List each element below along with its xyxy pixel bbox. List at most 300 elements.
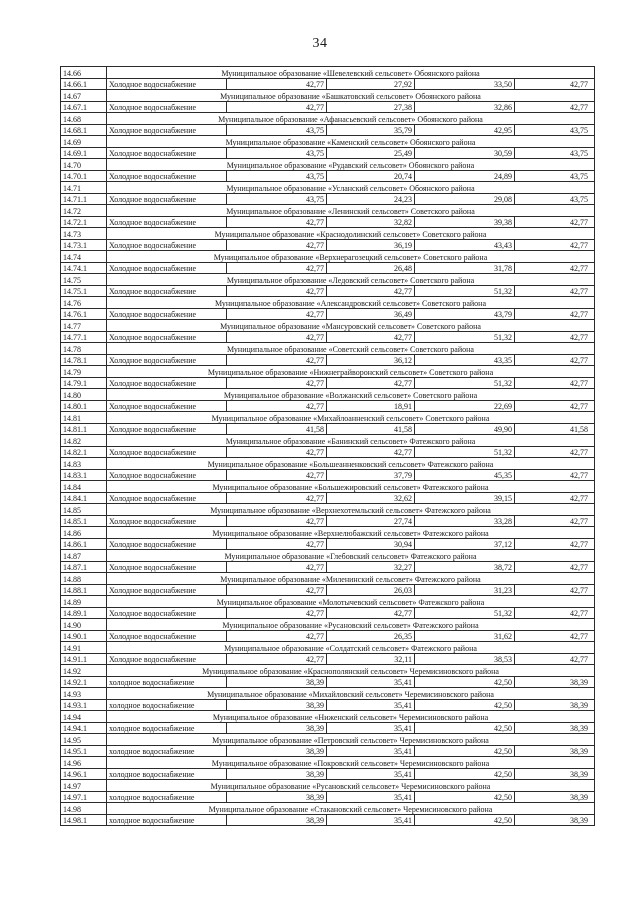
municipality-title: Муниципальное образование «Стакановский сельсовет» Черемисиновского района [107,803,595,815]
tariff-value-2: 27,92 [327,78,415,90]
tariff-value-4: 38,39 [515,814,595,826]
row-code: 14.90 [61,619,107,631]
row-code: 14.70 [61,159,107,171]
tariff-value-3: 43,43 [415,239,515,251]
tariff-value-4: 38,39 [515,699,595,711]
tariff-data-row [61,538,595,550]
service-name: Холодное водоснабжение [107,607,227,619]
tariff-value-4: 42,77 [515,630,595,642]
tariff-value-1: 41,58 [227,423,327,435]
tariff-value-1: 43,75 [227,147,327,159]
municipality-heading-row [61,182,595,194]
tariff-value-2: 32,82 [327,216,415,228]
municipality-title: Муниципальное образование «Александровский сельсовет» Советского района [107,297,595,309]
service-name: Холодное водоснабжение [107,377,227,389]
service-name: Холодное водоснабжение [107,170,227,182]
tariff-value-1: 42,77 [227,262,327,274]
tariff-value-4: 42,77 [515,216,595,228]
service-name: Холодное водоснабжение [107,147,227,159]
tariff-value-3: 51,32 [415,331,515,343]
tariff-value-3: 32,86 [415,101,515,113]
municipality-title: Муниципальное образование «Нижнеграйворонский сельсовет» Советского района [107,366,595,378]
tariff-value-4: 42,77 [515,308,595,320]
tariff-data-row [61,722,595,734]
tariff-table-body [61,67,595,826]
municipality-title: Муниципальное образование «Миленинский сельсовет» Фатежского района [107,573,595,585]
municipality-heading-row [61,251,595,263]
tariff-value-1: 42,77 [227,630,327,642]
row-code: 14.67 [61,90,107,102]
row-code: 14.75.1 [61,285,107,297]
service-name: холодное водоснабжение [107,791,227,803]
row-code: 14.74 [61,251,107,263]
tariff-data-row [61,78,595,90]
tariff-value-3: 38,72 [415,561,515,573]
municipality-heading-row [61,504,595,516]
row-code: 14.84 [61,481,107,493]
row-code: 14.76.1 [61,308,107,320]
municipality-heading-row [61,435,595,447]
tariff-data-row [61,446,595,458]
row-code: 14.72 [61,205,107,217]
municipality-title: Муниципальное образование «Русановский сельсовет» Черемисиновского района [107,780,595,792]
tariff-value-1: 42,77 [227,101,327,113]
municipality-title: Муниципальное образование «Верхнелюбажский сельсовет» Фатежского района [107,527,595,539]
tariff-value-1: 38,39 [227,676,327,688]
tariff-value-2: 42,77 [327,607,415,619]
tariff-value-2: 42,77 [327,331,415,343]
tariff-value-2: 35,41 [327,676,415,688]
municipality-heading-row [61,619,595,631]
tariff-value-2: 32,27 [327,561,415,573]
row-code: 14.88.1 [61,584,107,596]
row-code: 14.66.1 [61,78,107,90]
tariff-value-2: 35,41 [327,722,415,734]
tariff-value-3: 33,28 [415,515,515,527]
tariff-value-3: 39,15 [415,492,515,504]
municipality-heading-row [61,757,595,769]
service-name: Холодное водоснабжение [107,446,227,458]
tariff-value-2: 42,77 [327,446,415,458]
row-code: 14.78 [61,343,107,355]
row-code: 14.90.1 [61,630,107,642]
row-code: 14.73.1 [61,239,107,251]
tariff-value-3: 51,32 [415,285,515,297]
municipality-heading-row [61,159,595,171]
service-name: Холодное водоснабжение [107,630,227,642]
municipality-heading-row [61,596,595,608]
tariff-value-3: 30,59 [415,147,515,159]
service-name: холодное водоснабжение [107,722,227,734]
municipality-heading-row [61,550,595,562]
tariff-data-row [61,308,595,320]
municipality-title: Муниципальное образование «Ленинский сельсовет» Советского района [107,205,595,217]
tariff-value-4: 42,77 [515,239,595,251]
tariff-value-2: 37,79 [327,469,415,481]
tariff-value-4: 42,77 [515,101,595,113]
tariff-value-4: 43,75 [515,170,595,182]
tariff-value-2: 32,11 [327,653,415,665]
tariff-value-4: 42,77 [515,538,595,550]
municipality-heading-row [61,688,595,700]
tariff-value-3: 31,78 [415,262,515,274]
row-code: 14.93.1 [61,699,107,711]
tariff-value-1: 43,75 [227,124,327,136]
municipality-heading-row [61,642,595,654]
tariff-value-3: 37,12 [415,538,515,550]
tariff-value-4: 43,75 [515,193,595,205]
tariff-value-2: 25,49 [327,147,415,159]
row-code: 14.97.1 [61,791,107,803]
tariff-value-3: 42,50 [415,745,515,757]
tariff-value-1: 38,39 [227,722,327,734]
municipality-title: Муниципальное образование «Петровский сельсовет» Черемисиновского района [107,734,595,746]
tariff-value-2: 35,79 [327,124,415,136]
municipality-heading-row [61,412,595,424]
tariff-data-row [61,584,595,596]
tariff-data-row [61,400,595,412]
tariff-value-4: 43,75 [515,147,595,159]
tariff-value-3: 42,50 [415,768,515,780]
service-name: Холодное водоснабжение [107,78,227,90]
tariff-value-2: 26,03 [327,584,415,596]
row-code: 14.72.1 [61,216,107,228]
row-code: 14.80.1 [61,400,107,412]
municipality-title: Муниципальное образование «Афанасьевский сельсовет» Обоянского района [107,113,595,125]
service-name: Холодное водоснабжение [107,515,227,527]
row-code: 14.80 [61,389,107,401]
tariff-value-1: 38,39 [227,768,327,780]
service-name: холодное водоснабжение [107,768,227,780]
tariff-value-3: 51,32 [415,607,515,619]
municipality-title: Муниципальное образование «Усланский сельсовет» Обоянского района [107,182,595,194]
tariff-value-2: 30,94 [327,538,415,550]
tariff-value-4: 38,39 [515,745,595,757]
tariff-value-2: 35,41 [327,745,415,757]
tariff-value-1: 42,77 [227,331,327,343]
municipality-title: Муниципальное образование «Молотычевский сельсовет» Фатежского района [107,596,595,608]
tariff-value-4: 38,39 [515,676,595,688]
service-name: Холодное водоснабжение [107,124,227,136]
tariff-data-row [61,124,595,136]
tariff-value-4: 42,77 [515,492,595,504]
row-code: 14.77.1 [61,331,107,343]
municipality-heading-row [61,665,595,677]
tariff-value-4: 42,77 [515,400,595,412]
tariff-value-3: 42,50 [415,722,515,734]
tariff-data-row [61,170,595,182]
tariff-value-3: 43,79 [415,308,515,320]
municipality-title: Муниципальное образование «Волжанский сельсовет» Советского района [107,389,595,401]
municipality-heading-row [61,228,595,240]
tariff-data-row [61,699,595,711]
service-name: Холодное водоснабжение [107,354,227,366]
tariff-value-3: 51,32 [415,377,515,389]
row-code: 14.87 [61,550,107,562]
municipality-title: Муниципальное образование «Шевелевский сельсовет» Обоянского района [107,67,595,79]
row-code: 14.73 [61,228,107,240]
municipality-title: Муниципальное образование «Большежировский сельсовет» Фатежского района [107,481,595,493]
tariff-value-3: 42,50 [415,814,515,826]
municipality-title: Муниципальное образование «Верхнерагозецкий сельсовет» Советского района [107,251,595,263]
row-code: 14.89.1 [61,607,107,619]
tariff-value-2: 26,35 [327,630,415,642]
service-name: Холодное водоснабжение [107,469,227,481]
tariff-value-4: 42,77 [515,607,595,619]
municipality-title: Муниципальное образование «Глебовский сельсовет» Фатежского района [107,550,595,562]
municipality-heading-row [61,343,595,355]
tariff-data-row [61,331,595,343]
service-name: Холодное водоснабжение [107,308,227,320]
row-code: 14.82 [61,435,107,447]
tariff-value-1: 43,75 [227,193,327,205]
tariff-data-row [61,515,595,527]
tariff-value-1: 42,77 [227,308,327,320]
tariff-value-1: 42,77 [227,354,327,366]
row-code: 14.97 [61,780,107,792]
row-code: 14.87.1 [61,561,107,573]
municipality-title: Муниципальное образование «Рудавский сельсовет» Обоянского района [107,159,595,171]
tariff-value-2: 26,48 [327,262,415,274]
tariff-value-4: 38,39 [515,722,595,734]
tariff-value-2: 41,58 [327,423,415,435]
tariff-value-4: 42,77 [515,653,595,665]
tariff-data-row [61,745,595,757]
municipality-title: Муниципальное образование «Краснодолинский сельсовет» Советского района [107,228,595,240]
municipality-heading-row [61,67,595,79]
tariff-value-4: 41,58 [515,423,595,435]
row-code: 14.83.1 [61,469,107,481]
service-name: Холодное водоснабжение [107,262,227,274]
municipality-title: Муниципальное образование «Ледовский сельсовет» Советского района [107,274,595,286]
row-code: 14.83 [61,458,107,470]
tariff-value-1: 42,77 [227,469,327,481]
tariff-value-1: 38,39 [227,745,327,757]
tariff-data-row [61,814,595,826]
tariff-value-3: 42,95 [415,124,515,136]
row-code: 14.68.1 [61,124,107,136]
row-code: 14.69.1 [61,147,107,159]
tariff-data-row [61,561,595,573]
row-code: 14.66 [61,67,107,79]
tariff-value-3: 39,38 [415,216,515,228]
service-name: Холодное водоснабжение [107,400,227,412]
tariff-value-2: 35,41 [327,791,415,803]
tariff-data-row [61,101,595,113]
tariff-value-2: 35,41 [327,768,415,780]
municipality-heading-row [61,320,595,332]
service-name: Холодное водоснабжение [107,331,227,343]
municipality-heading-row [61,803,595,815]
row-code: 14.75 [61,274,107,286]
tariff-value-2: 18,91 [327,400,415,412]
municipality-heading-row [61,481,595,493]
tariff-value-3: 38,53 [415,653,515,665]
tariff-value-2: 36,19 [327,239,415,251]
tariff-value-1: 38,39 [227,814,327,826]
row-code: 14.77 [61,320,107,332]
tariff-value-1: 42,77 [227,515,327,527]
tariff-value-2: 32,62 [327,492,415,504]
municipality-heading-row [61,573,595,585]
row-code: 14.70.1 [61,170,107,182]
row-code: 14.85 [61,504,107,516]
tariff-value-1: 42,77 [227,400,327,412]
tariff-value-1: 42,77 [227,653,327,665]
municipality-heading-row [61,136,595,148]
tariff-value-4: 42,77 [515,515,595,527]
tariff-value-4: 38,39 [515,768,595,780]
tariff-value-1: 38,39 [227,699,327,711]
municipality-title: Муниципальное образование «Банинский сельсовет» Фатежского района [107,435,595,447]
service-name: холодное водоснабжение [107,676,227,688]
row-code: 14.67.1 [61,101,107,113]
tariff-value-1: 42,77 [227,285,327,297]
tariff-value-2: 42,77 [327,285,415,297]
municipality-title: Муниципальное образование «Верхнехотемльский сельсовет» Фатежского района [107,504,595,516]
tariff-value-2: 24,23 [327,193,415,205]
tariff-data-row [61,768,595,780]
tariff-value-3: 51,32 [415,446,515,458]
municipality-heading-row [61,389,595,401]
tariff-value-2: 20,74 [327,170,415,182]
tariff-value-1: 42,77 [227,561,327,573]
row-code: 14.95.1 [61,745,107,757]
tariff-value-4: 43,75 [515,124,595,136]
row-code: 14.96.1 [61,768,107,780]
page-number: 34 [312,36,328,51]
municipality-heading-row [61,113,595,125]
municipality-title: Муниципальное образование «Солдатский сельсовет» Фатежского района [107,642,595,654]
tariff-data-row [61,239,595,251]
tariff-value-4: 42,77 [515,469,595,481]
tariff-value-1: 42,77 [227,377,327,389]
municipality-title: Муниципальное образование «Покровский сельсовет» Черемисиновского района [107,757,595,769]
row-code: 14.84.1 [61,492,107,504]
tariff-value-3: 22,69 [415,400,515,412]
tariff-value-1: 43,75 [227,170,327,182]
row-code: 14.79 [61,366,107,378]
municipality-heading-row [61,274,595,286]
tariff-data-row [61,607,595,619]
service-name: Холодное водоснабжение [107,423,227,435]
tariff-data-row [61,630,595,642]
service-name: Холодное водоснабжение [107,193,227,205]
service-name: Холодное водоснабжение [107,538,227,550]
tariff-value-1: 42,77 [227,584,327,596]
row-code: 14.81.1 [61,423,107,435]
tariff-value-1: 38,39 [227,791,327,803]
tariff-value-3: 31,23 [415,584,515,596]
tariff-value-3: 24,89 [415,170,515,182]
tariff-value-2: 27,74 [327,515,415,527]
row-code: 14.94.1 [61,722,107,734]
tariff-data-row [61,285,595,297]
tariff-value-4: 42,77 [515,78,595,90]
tariff-value-1: 42,77 [227,239,327,251]
row-code: 14.82.1 [61,446,107,458]
service-name: Холодное водоснабжение [107,216,227,228]
tariff-value-2: 35,41 [327,699,415,711]
row-code: 14.71 [61,182,107,194]
municipality-title: Муниципальное образование «Мансуровский сельсовет» Советского района [107,320,595,332]
municipality-heading-row [61,458,595,470]
row-code: 14.68 [61,113,107,125]
tariff-value-4: 42,77 [515,584,595,596]
municipality-heading-row [61,711,595,723]
municipality-title: Муниципальное образование «Русановский сельсовет» Фатежского района [107,619,595,631]
municipality-heading-row [61,90,595,102]
tariff-value-4: 42,77 [515,377,595,389]
tariff-value-3: 43,35 [415,354,515,366]
tariff-data-row [61,147,595,159]
tariff-value-3: 33,50 [415,78,515,90]
tariff-value-3: 49,90 [415,423,515,435]
row-code: 14.91 [61,642,107,654]
tariff-value-3: 45,35 [415,469,515,481]
service-name: холодное водоснабжение [107,814,227,826]
tariff-value-3: 42,50 [415,791,515,803]
tariff-table [60,66,595,826]
municipality-title: Муниципальное образование «Башкатовский сельсовет» Обоянского района [107,90,595,102]
tariff-data-row [61,354,595,366]
row-code: 14.86 [61,527,107,539]
tariff-value-1: 42,77 [227,492,327,504]
tariff-data-row [61,676,595,688]
row-code: 14.78.1 [61,354,107,366]
tariff-data-row [61,193,595,205]
tariff-data-row [61,791,595,803]
tariff-value-4: 42,77 [515,285,595,297]
municipality-heading-row [61,527,595,539]
tariff-data-row [61,653,595,665]
tariff-data-row [61,216,595,228]
row-code: 14.98.1 [61,814,107,826]
row-code: 14.81 [61,412,107,424]
service-name: Холодное водоснабжение [107,239,227,251]
row-code: 14.91.1 [61,653,107,665]
tariff-value-1: 42,77 [227,78,327,90]
municipality-title: Муниципальное образование «Михайлоанненский сельсовет» Советского района [107,412,595,424]
row-code: 14.96 [61,757,107,769]
municipality-title: Муниципальное образование «Краснополянский сельсовет» Черемисиновского района [107,665,595,677]
municipality-title: Муниципальное образование «Большеанненковский сельсовет» Фатежского района [107,458,595,470]
tariff-value-1: 42,77 [227,216,327,228]
municipality-heading-row [61,205,595,217]
service-name: холодное водоснабжение [107,699,227,711]
tariff-value-2: 42,77 [327,377,415,389]
tariff-value-4: 42,77 [515,331,595,343]
municipality-title: Муниципальное образование «Ниженский сельсовет» Черемисиновского района [107,711,595,723]
row-code: 14.76 [61,297,107,309]
service-name: Холодное водоснабжение [107,584,227,596]
tariff-data-row [61,492,595,504]
tariff-value-3: 42,50 [415,699,515,711]
row-code: 14.92.1 [61,676,107,688]
service-name: холодное водоснабжение [107,745,227,757]
municipality-heading-row [61,366,595,378]
row-code: 14.86.1 [61,538,107,550]
tariff-value-4: 42,77 [515,262,595,274]
row-code: 14.95 [61,734,107,746]
row-code: 14.93 [61,688,107,700]
tariff-value-4: 42,77 [515,446,595,458]
tariff-value-1: 42,77 [227,607,327,619]
tariff-value-2: 27,38 [327,101,415,113]
row-code: 14.69 [61,136,107,148]
row-code: 14.88 [61,573,107,585]
tariff-value-4: 42,77 [515,354,595,366]
